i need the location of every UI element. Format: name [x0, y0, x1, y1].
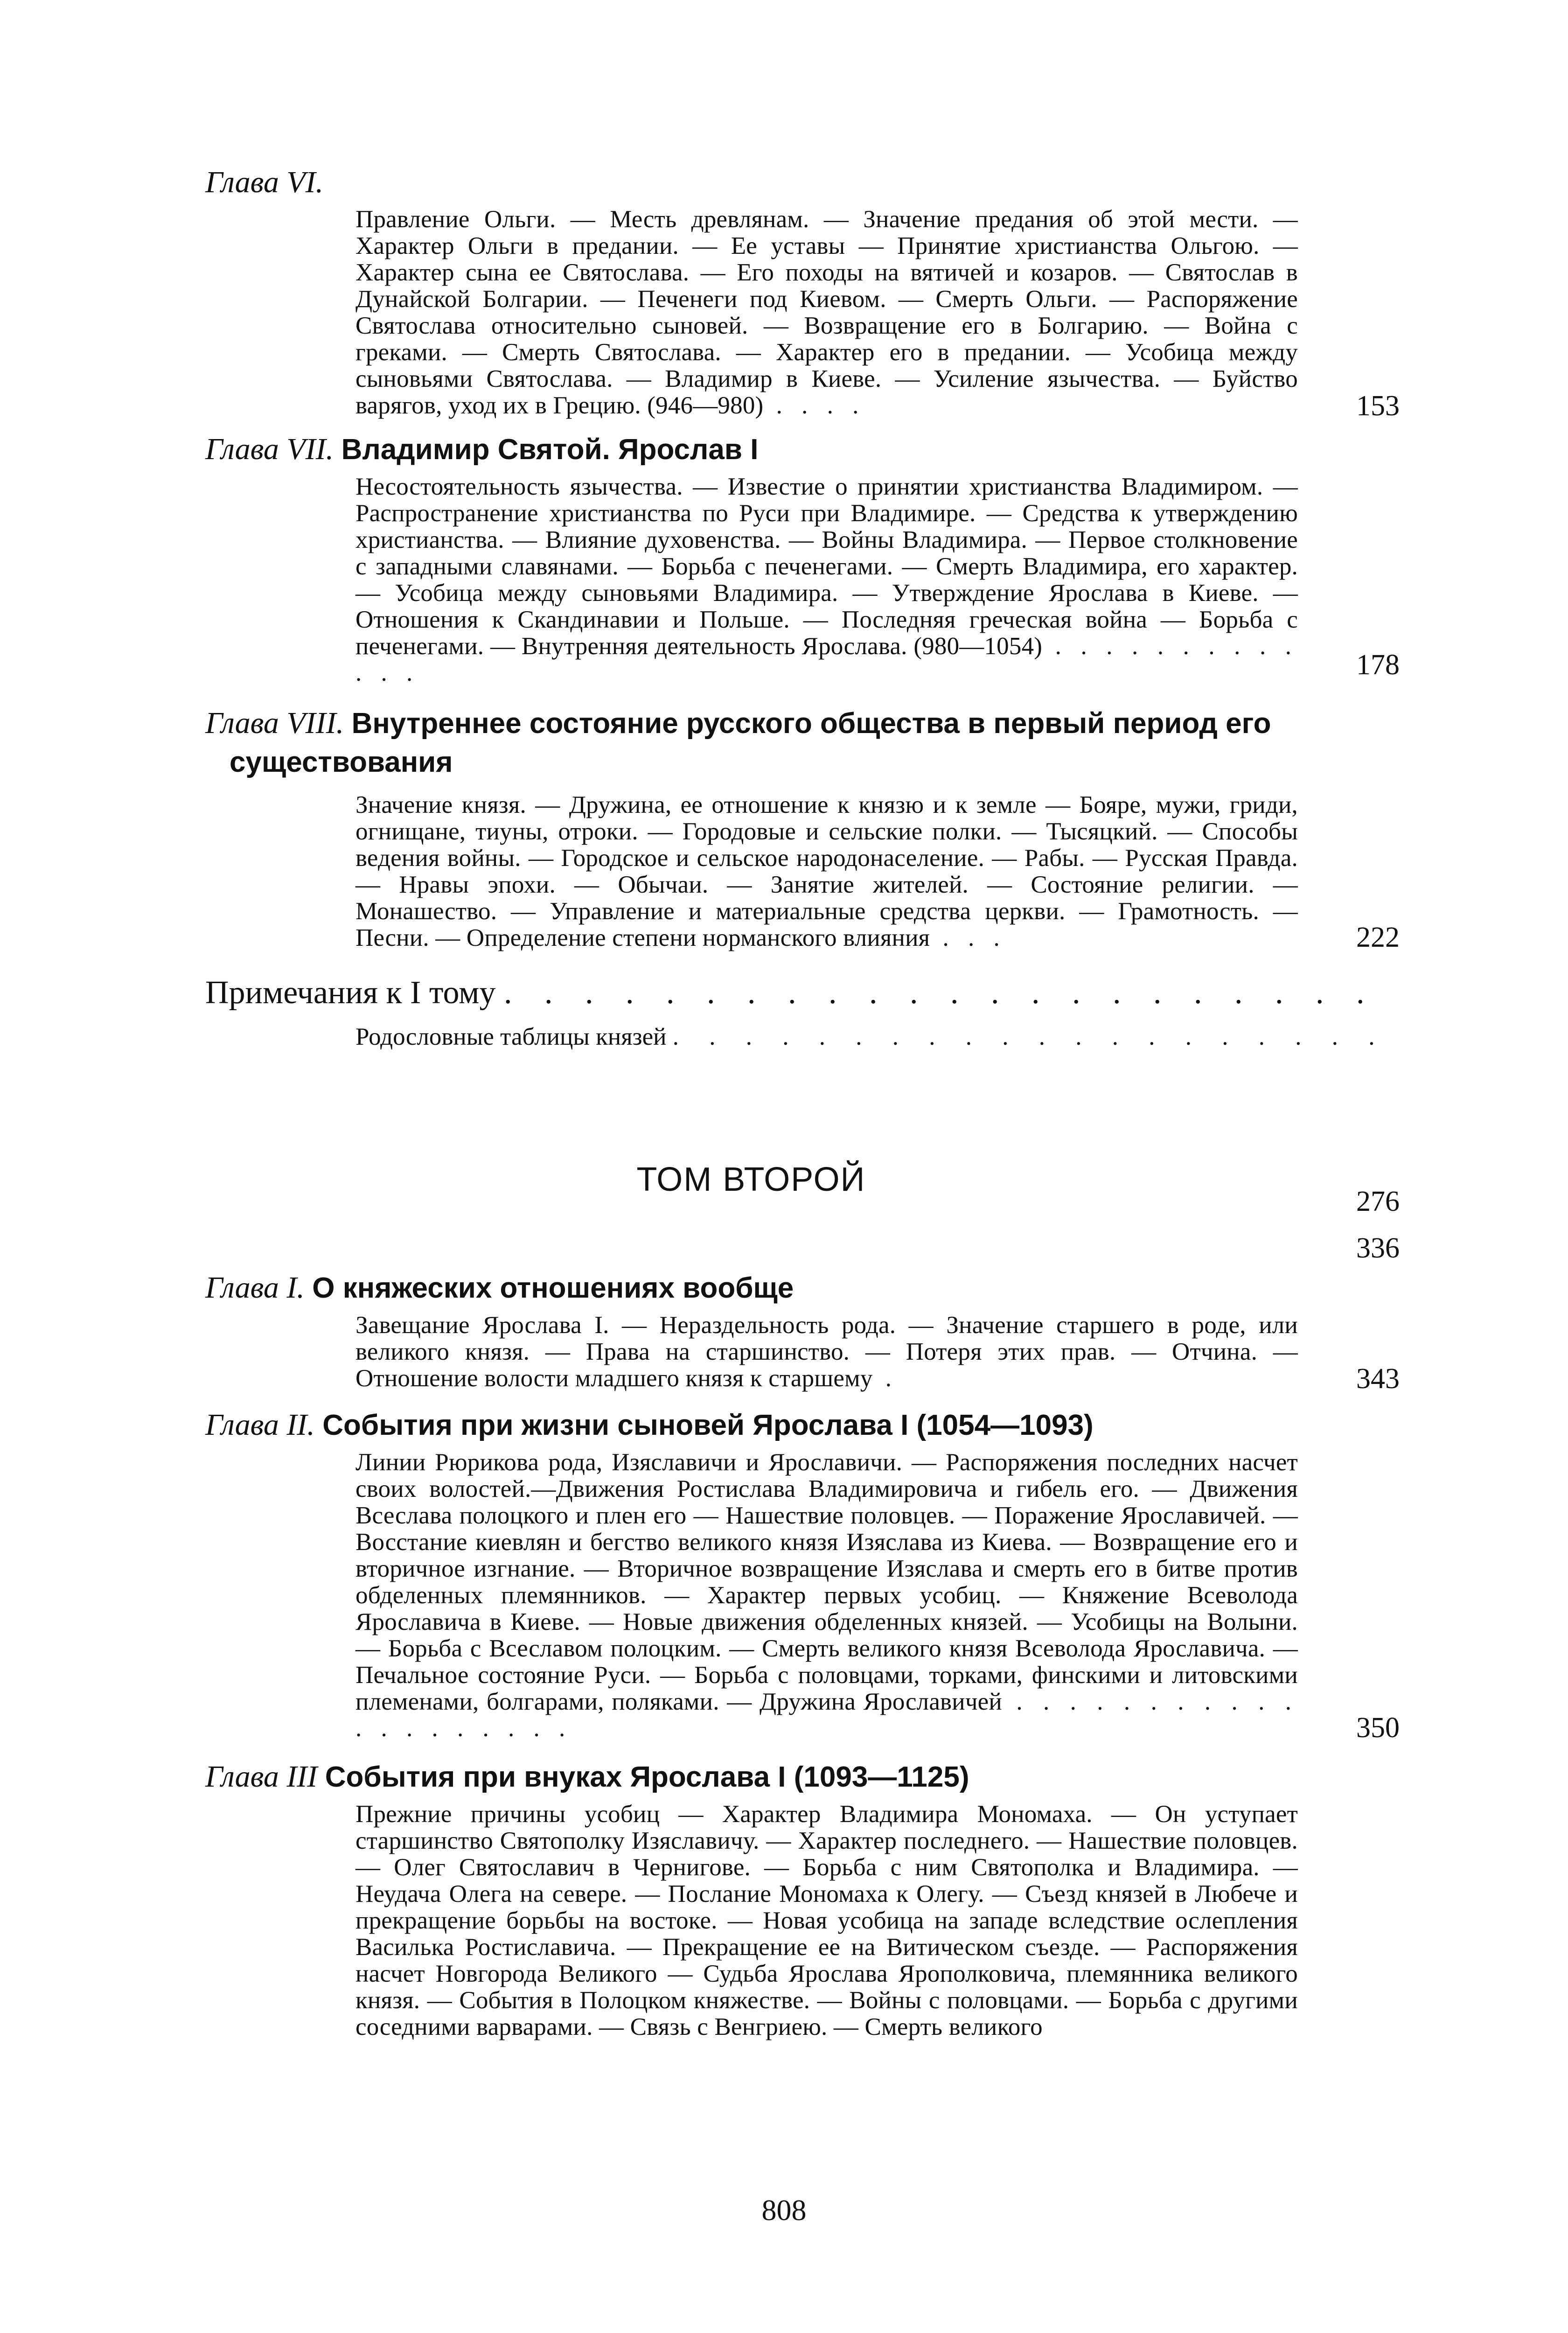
vol2-chapter-2-heading: [205, 1406, 1400, 1445]
chapter-6-page: 153: [1356, 390, 1400, 422]
vol2-chapter-1-title: О княжеских отношениях вообще: [312, 1272, 794, 1304]
vol2-chapter-1-leader: .: [872, 1365, 899, 1392]
vol2-chapter-1-label: Глава I.: [205, 1271, 305, 1305]
chapter-8-title: Внутреннее состояние русского общества в первый период его существования: [230, 707, 1271, 778]
chapter-8-summary: [355, 792, 1298, 951]
notes-page: 276: [1356, 1186, 1400, 1217]
genealogy-tables-leader: . . . . . . . . . . . . . . . . . . . .: [672, 1023, 1387, 1050]
vol2-chapter-3: [205, 1758, 1400, 2040]
vol2-chapter-2-title: События при жизни сыновей Ярослава I (1054—1093): [322, 1409, 1094, 1441]
notes-entry: [205, 972, 1377, 1014]
chapter-8: [205, 704, 1400, 951]
chapter-8-leader: . . .: [930, 924, 1006, 951]
table-of-contents: [205, 163, 1400, 2040]
vol2-chapter-2-summary: [355, 1449, 1298, 1742]
vol2-chapter-2-page: 350: [1356, 1712, 1400, 1744]
vol2-chapter-3-summary-text: Прежние причины усобиц — Характер Владимира Мономаха. — Он уступает старшинство Святополку Изяславичу. — Характер последнего. — Нашествие половцев. — Олег Святославич в Чернигове. — Борьба с ним Святополка и Владимира. — Неудача Олега на севере. — Послание Мономаха к Олегу. — Съезд князей в Любече и прекращение борьбы на востоке. — Новая усобица на западе вследствие ослепления Василька Ростиславича. — Прекращение ее на Витическом съезде. — Распоряжения насчет Новгорода Великого — Судьба Ярослава Ярополковича, племянника великого князя. — События в Полоцком княжестве. — Войны с половцами. — Борьба с другими соседними варварами. — Связь с Венгриею. — Смерть великого: [355, 1801, 1298, 2040]
vol2-chapter-3-heading: [205, 1758, 1400, 1796]
vol2-chapter-1-summary: [355, 1312, 1298, 1392]
chapter-8-summary-text: Значение князя. — Дружина, ее отношение к князю и к земле — Бояре, мужи, гриди, огнищане, тиуны, отроки. — Городовые и сельские полки. — Тысяцкий. — Способы ведения войны. — Городское и сельское народонаселение. — Рабы. — Русская Правда. — Нравы эпохи. — Обычаи. — Занятие жителей. — Состояние религии. — Монашество. — Управление и материальные средства церкви. — Грамотность. — Песни. — Определение степени норманского влияния: [355, 791, 1298, 951]
chapter-7-title: Владимир Святой. Ярослав I: [341, 433, 759, 466]
vol2-chapter-3-title: События при внуках Ярослава I (1093—1125): [325, 1761, 969, 1793]
volume-2-title: ТОМ ВТОРОЙ: [636, 1161, 866, 1198]
chapter-6-leader: . . . .: [763, 392, 865, 419]
vol2-chapter-2-label: Глава II.: [205, 1408, 315, 1442]
chapter-7-summary: [355, 474, 1298, 686]
vol2-chapter-2-summary-text: Линии Рюрикова рода, Изяславичи и Ярославичи. — Распоряжения последних насчет своих волостей.—Движения Ростислава Владимировича и гибель его. — Движения Всеслава полоцкого и плен его — Нашествие половцев. — Поражение Ярославичей. — Восстание киевлян и бегство великого князя Изяслава из Киева. — Возвращение его и вторичное изгнание. — Вторичное возвращение Изяслава и смерть его в битве против обделенных племянников. — Характер первых усобиц. — Княжение Всеволода Ярославича в Киеве. — Новые движения обделенных князей. — Усобицы на Волыни. — Борьба с Всеславом полоцким. — Смерть великого князя Всеволода Ярославича. — Печальное состояние Руси. — Борьба с половцами, торками, финскими и литовскими племенами, болгарами, поляками. — Дружина Ярославичей: [355, 1449, 1298, 1715]
chapter-7-summary-text: Несостоятельность язычества. — Известие о принятии христианства Владимиром. — Распространение христианства по Руси при Владимире. — Средства к утверждению христианства. — Влияние духовенства. — Войны Владимира. — Первое столкновение с западными славянами. — Борьба с печенегами. — Смерть Владимира, его характер. — Усобица между сыновьями Владимира. — Утверждение Ярослава в Киеве. — Отношения к Скандинавии и Польше. — Последняя греческая война — Борьба с печенегами. — Внутренняя деятельность Ярослава. (980—1054): [355, 473, 1298, 660]
vol2-chapter-2: [205, 1406, 1400, 1742]
chapter-7: [205, 430, 1400, 686]
vol2-chapter-2-leader: . . . . . . . . . . . . . . . . . . . .: [355, 1688, 1298, 1742]
genealogy-tables-entry: [355, 1020, 1387, 1053]
chapter-6-heading: [205, 163, 1400, 202]
vol2-chapter-1: [205, 1269, 1400, 1395]
chapter-6: [205, 163, 1400, 422]
chapter-6-summary: [355, 206, 1298, 419]
notes-leader: . . . . . . . . . . . . . . . . . . . . . .: [503, 975, 1377, 1011]
chapter-7-heading: [205, 430, 1400, 469]
genealogy-tables-page: 336: [1356, 1232, 1400, 1264]
chapter-7-leader: . . . . . . . . . . . . .: [355, 633, 1298, 686]
vol2-chapter-3-label: Глава III: [205, 1760, 318, 1794]
vol2-chapter-1-page: 343: [1356, 1363, 1400, 1395]
vol2-chapter-3-summary: [355, 1801, 1298, 2040]
genealogy-tables-label: Родословные таблицы князей: [355, 1023, 667, 1050]
chapter-8-label: Глава VIII.: [205, 706, 344, 740]
chapter-7-label: Глава VII.: [205, 432, 334, 466]
chapter-8-heading: [205, 704, 1400, 782]
vol2-chapter-1-summary-text: Завещание Ярослава I. — Нераздельность рода. — Значение старшего в роде, или великого князя. — Права на старшинство. — Потеря этих прав. — Отчина. — Отношение волости младшего князя к старшему: [355, 1312, 1298, 1392]
vol2-chapter-1-heading: [205, 1269, 1400, 1307]
chapter-6-label: Глава VI.: [205, 165, 324, 199]
chapter-6-summary-text: Правление Ольги. — Месть древлянам. — Значение предания об этой мести. — Характер Ольги в предании. — Ее уставы — Принятие христианства Ольгою. — Характер сына ее Святослава. — Его походы на вятичей и козаров. — Святослав в Дунайской Болгарии. — Печенеги под Киевом. — Смерть Ольги. — Распоряжение Святослава относительно сыновей. — Возвращение его в Болгарию. — Война с греками. — Смерть Святослава. — Характер его в предании. — Усобица между сыновьями Святослава. — Владимир в Киеве. — Усиление язычества. — Буйство варягов, уход их в Грецию. (946—980): [355, 206, 1298, 419]
notes-label: Примечания к I тому: [205, 975, 496, 1011]
chapter-8-page: 222: [1356, 922, 1400, 953]
chapter-7-page: 178: [1356, 649, 1400, 681]
page-number: 808: [761, 2193, 807, 2227]
